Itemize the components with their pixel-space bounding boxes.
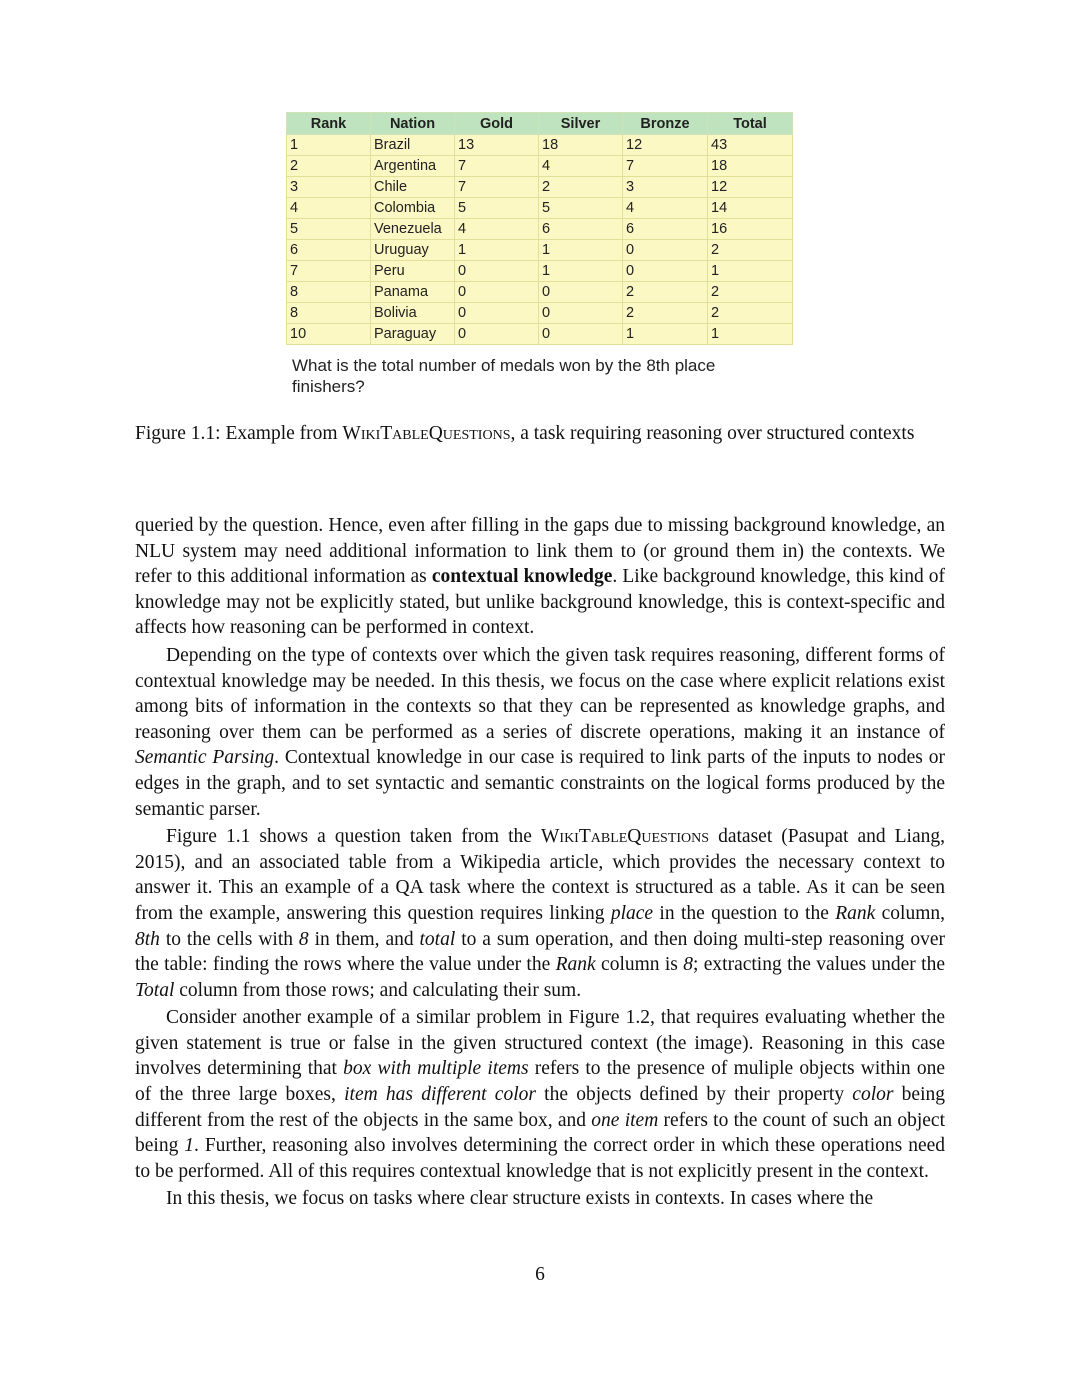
- dataset-name: WikiTableQuestions: [541, 826, 710, 848]
- table-cell: 8: [287, 303, 371, 324]
- medal-table: [286, 112, 793, 345]
- table-cell: 0: [623, 240, 708, 261]
- table-cell: 0: [455, 324, 539, 345]
- table-cell: 5: [287, 219, 371, 240]
- table-cell: 0: [539, 324, 623, 345]
- table-cell: Uruguay: [371, 240, 455, 261]
- table-header-row: [287, 113, 793, 135]
- table-cell: 7: [623, 156, 708, 177]
- figure-1-1: [286, 112, 792, 397]
- table-cell: 2: [708, 303, 793, 324]
- table-cell: Paraguay: [371, 324, 455, 345]
- paragraph: In this thesis, we focus on tasks where clear structure exists in contexts. In cases where the: [166, 1188, 874, 1210]
- table-cell: 1: [455, 240, 539, 261]
- table-cell: 3: [623, 177, 708, 198]
- table-cell: 0: [539, 303, 623, 324]
- table-row: [287, 240, 793, 261]
- table-cell: 2: [539, 177, 623, 198]
- table-row: [287, 219, 793, 240]
- paragraph: queried by the question. Hence, even after filling in the gaps due to missing background knowledge, an NLU system may need additional information to link them to (or ground them in) the contexts. We refer to this additional information as contextual knowledge. Like background knowledge, this kind of knowledge may not be explicitly stated, but unlike background knowledge, this is context-specific and affects how reasoning can be performed in context.: [135, 515, 946, 639]
- table-row: [287, 198, 793, 219]
- dataset-name: WikiTableQuestions: [342, 423, 511, 444]
- table-cell: 5: [539, 198, 623, 219]
- column-header: Nation: [371, 113, 455, 135]
- table-cell: Venezuela: [371, 219, 455, 240]
- table-cell: 0: [455, 261, 539, 282]
- table-cell: 43: [708, 135, 793, 156]
- table-cell: 5: [455, 198, 539, 219]
- table-cell: 12: [623, 135, 708, 156]
- table-cell: 14: [708, 198, 793, 219]
- table-cell: 8: [287, 282, 371, 303]
- table-cell: 4: [623, 198, 708, 219]
- table-cell: Peru: [371, 261, 455, 282]
- table-row: [287, 303, 793, 324]
- table-cell: 2: [287, 156, 371, 177]
- table-cell: 4: [287, 198, 371, 219]
- table-cell: 1: [539, 240, 623, 261]
- table-cell: 6: [623, 219, 708, 240]
- table-cell: Brazil: [371, 135, 455, 156]
- body-text: [135, 513, 945, 1214]
- table-cell: Bolivia: [371, 303, 455, 324]
- table-cell: Panama: [371, 282, 455, 303]
- table-cell: 18: [708, 156, 793, 177]
- table-cell: 2: [623, 282, 708, 303]
- table-cell: 1: [539, 261, 623, 282]
- table-cell: 2: [623, 303, 708, 324]
- table-cell: 7: [287, 261, 371, 282]
- column-header: Gold: [455, 113, 539, 135]
- figure-question: What is the total number of medals won by the 8th place finishers?: [292, 356, 716, 396]
- table-cell: 1: [287, 135, 371, 156]
- paragraph: Figure 1.1 shows a question taken from the WikiTableQuestions dataset (Pasupat and Liang, 2015), and an associated table from a Wikipedia article, which provides the necessary context to answer it. This an example of a QA task where the context is structured as a table. As it can be seen from the example, answering this question requires linking place in the question to the Rank column, 8th to the cells with 8 in them, and total to a sum operation, and then doing multi-step reasoning over the table: finding the rows where the value under the Rank column is 8; extracting the values under the Total column from those rows; and calculating their sum.: [135, 826, 946, 1001]
- table-cell: 10: [287, 324, 371, 345]
- table-row: [287, 135, 793, 156]
- table-cell: 1: [708, 261, 793, 282]
- bold-term: contextual knowledge: [431, 566, 613, 588]
- table-cell: 12: [708, 177, 793, 198]
- table-cell: 0: [539, 282, 623, 303]
- column-header: Total: [708, 113, 793, 135]
- table-cell: 1: [623, 324, 708, 345]
- table-cell: 2: [708, 240, 793, 261]
- table-body: [287, 135, 793, 345]
- table-cell: 16: [708, 219, 793, 240]
- caption-text: , a task requiring reasoning over structured contexts: [510, 423, 915, 444]
- table-cell: 6: [287, 240, 371, 261]
- paragraph: Consider another example of a similar problem in Figure 1.2, that requires evaluating whether the given statement is true or false in the given structured context (the image). Reasoning in this case involves determining that box with multiple items refers to the presence of muliple objects within one of the three large boxes, item has different color the objects defined by their property color being different from the rest of the objects in the same box, and one item refers to the count of such an object being 1. Further, reasoning also involves determining the correct order in which these operations need to be performed. All of this requires contextual knowledge that is not explicitly present in the context.: [135, 1007, 946, 1182]
- table-cell: Colombia: [371, 198, 455, 219]
- table-cell: 18: [539, 135, 623, 156]
- table-cell: 0: [455, 282, 539, 303]
- page-number: 6: [535, 1264, 545, 1285]
- table-row: [287, 324, 793, 345]
- table-cell: 7: [455, 156, 539, 177]
- table-cell: 7: [455, 177, 539, 198]
- table-cell: 2: [708, 282, 793, 303]
- table-cell: Argentina: [371, 156, 455, 177]
- table-cell: 4: [455, 219, 539, 240]
- table-cell: 6: [539, 219, 623, 240]
- table-row: [287, 177, 793, 198]
- column-header: Bronze: [623, 113, 708, 135]
- table-cell: 13: [455, 135, 539, 156]
- table-cell: Chile: [371, 177, 455, 198]
- table-row: [287, 156, 793, 177]
- figure-caption: [135, 421, 945, 447]
- table-cell: 0: [455, 303, 539, 324]
- table-cell: 4: [539, 156, 623, 177]
- column-header: Silver: [539, 113, 623, 135]
- table-row: [287, 261, 793, 282]
- caption-text: Figure 1.1: Example from: [135, 423, 343, 444]
- table-cell: 0: [623, 261, 708, 282]
- column-header: Rank: [287, 113, 371, 135]
- table-cell: 1: [708, 324, 793, 345]
- paragraph: Depending on the type of contexts over which the given task requires reasoning, different forms of contextual knowledge may be needed. In this thesis, we focus on the case where explicit relations exist among bits of information in the contexts so that they can be represented as knowledge graphs, and reasoning over them can be performed as a series of discrete operations, making it an instance of Semantic Parsing. Contextual knowledge in our case is required to link parts of the inputs to nodes or edges in the graph, and to set syntactic and semantic constraints on the logical forms produced by the semantic parser.: [135, 644, 946, 820]
- table-row: [287, 282, 793, 303]
- table-cell: 3: [287, 177, 371, 198]
